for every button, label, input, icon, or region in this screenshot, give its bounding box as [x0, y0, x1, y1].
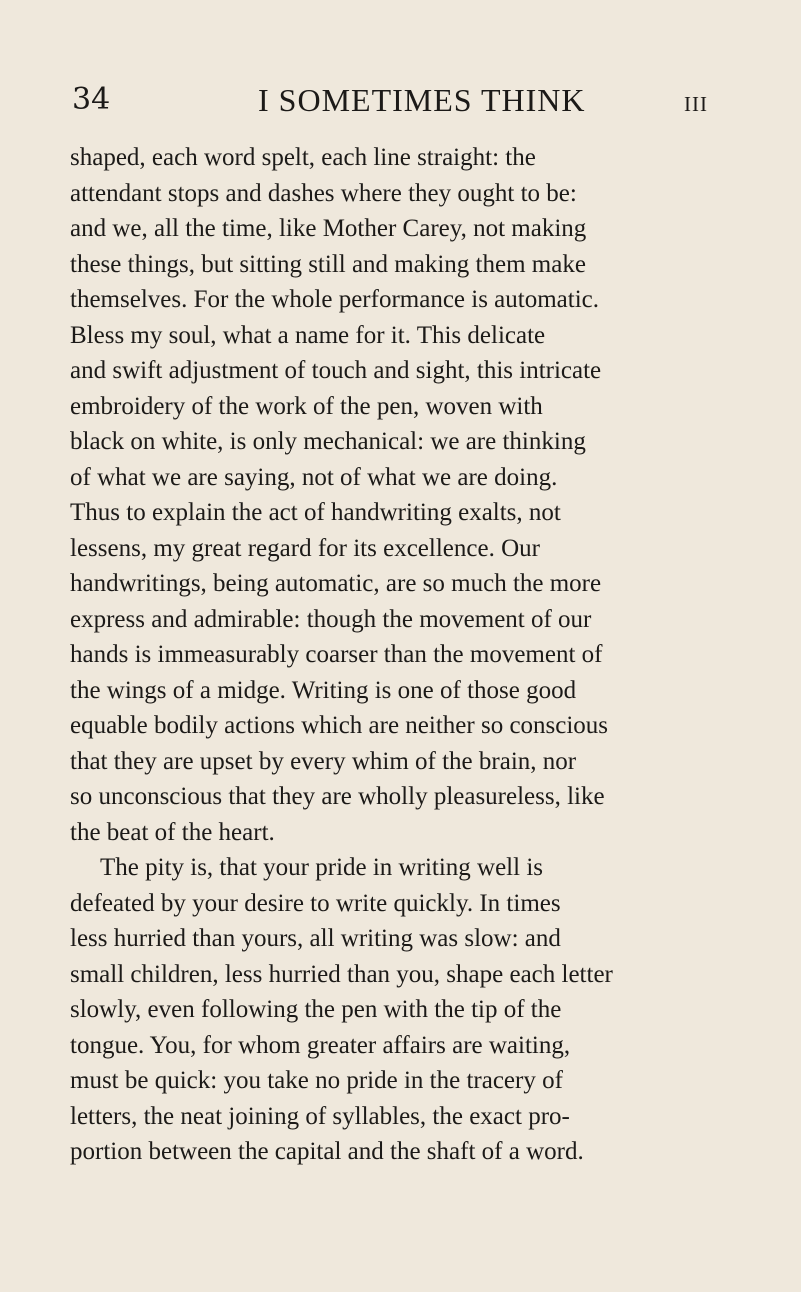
text-line: defeated by your desire to write quickly. In times — [70, 889, 561, 917]
text-line: small children, less hurried than you, shape each letter — [70, 960, 613, 988]
text-line: black on white, is only mechanical: we are thinking — [70, 428, 586, 455]
running-head — [0, 80, 801, 120]
page-number: 34 — [72, 82, 111, 117]
text-line: hands is immeasurably coarser than the movement of — [70, 641, 603, 668]
text-line: attendant stops and dashes where they ought to be: — [70, 179, 577, 207]
text-line: must be quick: you take no pride in the tracery of — [70, 1067, 563, 1094]
text-line: the beat of the heart. — [70, 818, 275, 846]
body-text — [70, 140, 786, 1170]
text-line: express and admirable: though the movement of our — [70, 605, 592, 633]
text-line: portion between the capital and the shaft of a word. — [70, 1138, 584, 1165]
text-line: slowly, even following the pen with the tip of the — [70, 996, 562, 1023]
text-line: embroidery of the work of the pen, woven with — [70, 392, 543, 420]
text-line: these things, but sitting still and making them make — [70, 250, 586, 278]
text-line: Bless my soul, what a name for it. This delicate — [70, 321, 546, 349]
text-line: that they are upset by every whim of the brain, nor — [70, 747, 577, 775]
text-line: and swift adjustment of touch and sight, this intricate — [70, 357, 602, 384]
text-line: letters, the neat joining of syllables, the exact pro- — [70, 1102, 570, 1130]
text-line: equable bodily actions which are neither so conscious — [70, 712, 609, 739]
text-line: Thus to explain the act of handwriting exalts, not — [70, 499, 561, 526]
text-line: the wings of a midge. Writing is one of those good — [70, 676, 577, 704]
text-line: so unconscious that they are wholly pleasureless, like — [70, 783, 605, 810]
chapter-numeral: III — [684, 92, 708, 116]
text-line: handwritings, being automatic, are so much the more — [70, 570, 602, 597]
text-line: shaped, each word spelt, each line straight: the — [70, 144, 536, 171]
text-line: tongue. You, for whom greater affairs are waiting, — [70, 1031, 571, 1059]
text-line: less hurried than yours, all writing was slow: and — [70, 925, 561, 952]
running-title: I SOMETIMES THINK — [258, 82, 586, 118]
text-line: and we, all the time, like Mother Carey, not making — [70, 215, 587, 242]
paragraph-first-line: The pity is, that your pride in writing well is — [100, 854, 543, 881]
text-line: lessens, my great regard for its excellence. Our — [70, 534, 540, 562]
text-line: themselves. For the whole performance is automatic. — [70, 286, 600, 313]
text-line: of what we are saying, not of what we are doing. — [70, 463, 558, 491]
